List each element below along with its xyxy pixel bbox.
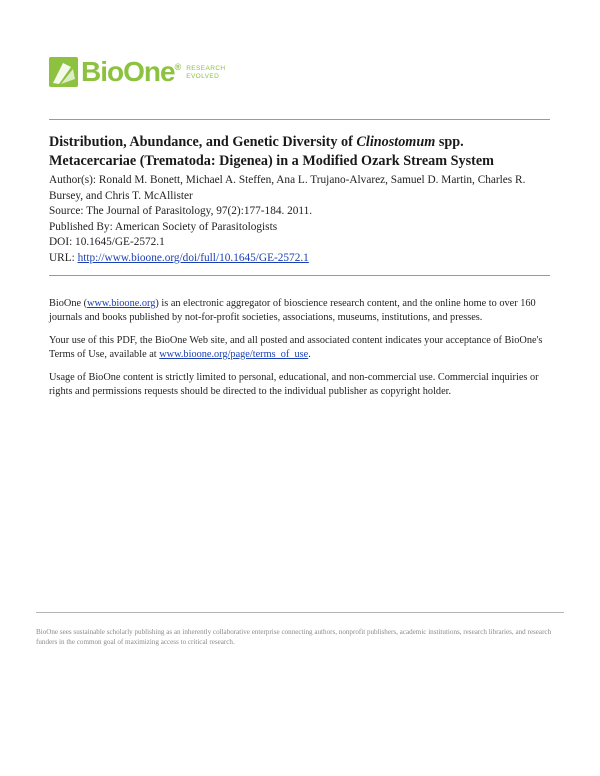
url-line <box>49 251 559 267</box>
notice-paragraph-1 <box>49 297 559 325</box>
article-title <box>49 133 554 171</box>
notice-p1-text-before: BioOne ( <box>49 298 88 309</box>
bioone-tagline <box>186 65 225 81</box>
bioone-leaf-icon <box>49 57 78 87</box>
article-url-link[interactable]: http://www.bioone.org/doi/full/10.1645/GE-2572.1 <box>77 251 309 264</box>
notice-p2-text-before: Your use of this PDF, the BioOne Web site, and all posted and associated content indicates your acceptance of BioOne's Terms of Use, available at <box>49 335 543 360</box>
authors-line-2: Bursey, and Chris T. McAllister <box>49 189 193 202</box>
header-divider <box>49 119 550 120</box>
tagline-line-1: RESEARCH <box>186 65 226 72</box>
article-metadata <box>49 173 559 266</box>
tagline-line-2: EVOLVED <box>186 73 220 80</box>
source-line: Source: The Journal of Parasitology, 97(2):177-184. 2011. <box>49 205 313 217</box>
notice-paragraph-2 <box>49 334 559 362</box>
publisher-line: Published By: American Society of Parasitologists <box>49 220 278 233</box>
title-part-1: Distribution, Abundance, and Genetic Diversity of <box>49 134 357 150</box>
footer-divider <box>36 612 564 613</box>
authors-line-1: Author(s): Ronald M. Bonett, Michael A. Steffen, Ana L. Trujano-Alvarez, Samuel D. Martin, Charles R. <box>49 174 526 186</box>
bioone-wordmark: BioOne <box>81 56 175 87</box>
url-label: URL: <box>49 251 78 264</box>
notice-paragraph-3: Usage of BioOne content is strictly limited to personal, educational, and non-commercial use. Commercial inquiries or rights and permissions requests should be directed to the individual publisher as copyright holder. <box>49 372 539 397</box>
bioone-logo <box>49 54 226 90</box>
usage-notice <box>49 297 559 408</box>
notice-p1-text-after: ) is an electronic aggregator of bioscience research content, and the online home to over 160 journals and books published by not-for-profit societies, associations, museums, institutions, and presses. <box>49 298 536 323</box>
doi-line: DOI: 10.1645/GE-2572.1 <box>49 236 165 248</box>
title-genus: Clinostomum <box>356 134 436 150</box>
title-part-2: spp. Metacercariae (Trematoda: Digenea) in a Modified Ozark Stream System <box>49 134 494 169</box>
footer-statement: BioOne sees sustainable scholarly publishing as an inherently collaborative enterprise connecting authors, nonprofit publishers, academic institutions, research libraries, and research funders in the common goal of maximizing access to critical research. <box>36 628 552 646</box>
bioone-home-link[interactable]: www.bioone.org <box>87 298 156 309</box>
metadata-divider <box>49 275 550 276</box>
terms-of-use-link[interactable]: www.bioone.org/page/terms_of_use <box>159 349 309 360</box>
registered-mark: ® <box>174 62 181 72</box>
notice-p2-text-after: . <box>308 349 311 360</box>
